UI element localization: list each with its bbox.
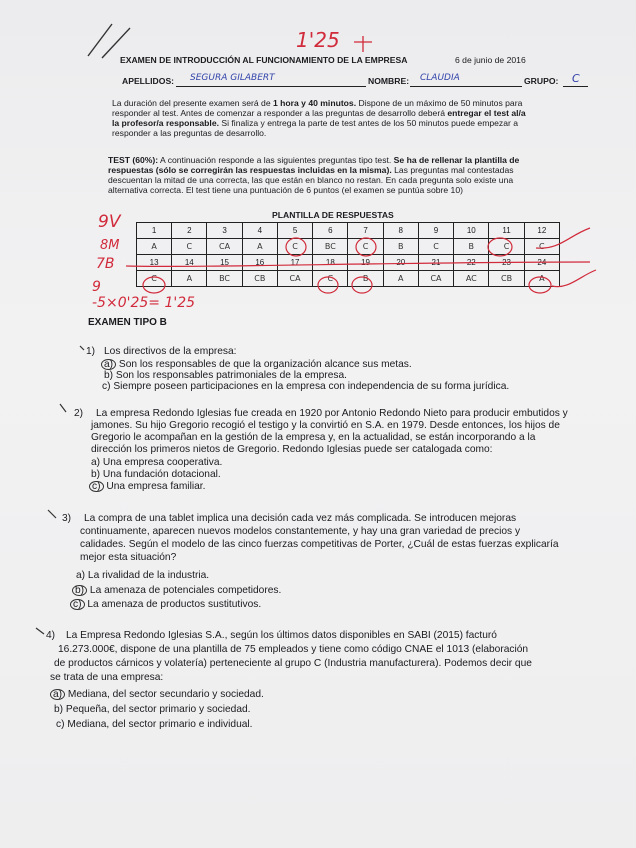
template-number-cell: 12 <box>524 223 559 239</box>
question-4-stem-line-4: se trata de una empresa: <box>50 672 164 683</box>
option-circle: b) <box>72 585 87 596</box>
question-1-option-c: c) Siempre poseen participaciones en la empresa con independencia de su forma jurídica. <box>102 381 510 392</box>
template-answer-cell: CA <box>277 271 312 287</box>
question-1-option-b: b) Son los responsables patrimoniales de la empresa. <box>104 370 347 381</box>
question-3-option-c: c) La amenaza de productos sustitutivos. <box>70 599 261 611</box>
template-number-cell: 3 <box>207 223 242 239</box>
template-number-cell: 2 <box>172 223 207 239</box>
apellidos-value: SEGURA GILABERT <box>190 73 275 83</box>
template-answer-cell: B <box>383 239 418 255</box>
template-answer-cell: CB <box>242 271 277 287</box>
question-3-stem-line-1: La compra de una tablet implica una decisión cada vez más complicada. Se introducen mejoras <box>84 513 517 524</box>
question-1-option-a: a) Son los responsables de que la organización alcance sus metas. <box>101 359 412 371</box>
template-answer-cell: CA <box>207 239 242 255</box>
question-4-option-b: b) Pequeña, del sector primario y sociedad. <box>54 704 251 715</box>
intro-line-2: responder al test. Antes de comenzar a responder a las preguntas de desarrollo deberá entregar el test al/a <box>112 108 526 118</box>
template-number-cell: 10 <box>454 223 489 239</box>
grupo-underline <box>563 86 588 87</box>
template-answer-cell: CA <box>418 271 453 287</box>
template-answer-cell: A <box>242 239 277 255</box>
option-circle: a) <box>101 359 116 370</box>
question-4-stem-line-3: de productos cárnicos y volatería) perteneciente al grupo C (Industria manufacturera). Podemos decir que <box>54 658 532 669</box>
question-3-stem-line-2: continuamente, aparecen nuevos modelos constantemente, y hay una gran variedad de precios y <box>80 526 521 537</box>
template-number-cell: 1 <box>137 223 172 239</box>
apellidos-underline <box>176 86 366 87</box>
template-number-cell: 20 <box>383 255 418 271</box>
template-number-cell: 13 <box>137 255 172 271</box>
question-2-option-c: c) Una empresa familiar. <box>89 481 205 493</box>
nombre-label: NOMBRE: <box>368 76 410 86</box>
template-row-numbers-2 <box>137 255 560 271</box>
template-answer-cell: A <box>137 239 172 255</box>
template-number-cell: 22 <box>454 255 489 271</box>
exam-title: EXAMEN DE INTRODUCCIÓN AL FUNCIONAMIENTO DE LA EMPRESA <box>120 55 408 65</box>
margin-mark-row2: 7B <box>96 256 115 272</box>
margin-mark-total: 9 <box>92 279 101 295</box>
grade-plus-mark <box>352 34 374 54</box>
question-2-stem-line-2: jamones. Su hijo Gregorio recogió el testigo y la convirtió en S.A. en 1979. Desde entonces, los hijos de <box>91 420 560 431</box>
margin-mark-row1-wrong: 8M <box>100 238 120 253</box>
question-3-number: 3) <box>62 513 72 524</box>
template-title: PLANTILLA DE RESPUESTAS <box>272 210 394 220</box>
question-4-number: 4) <box>46 630 56 641</box>
template-answer-cell: C <box>348 239 383 255</box>
answer-template-table <box>136 222 560 287</box>
template-number-cell: 6 <box>313 223 348 239</box>
intro-line-3: la profesor/a responsable. Si finaliza y entrega la parte de test antes de los 50 minutos puede empezar a <box>112 118 519 128</box>
template-answer-cell: C <box>313 271 348 287</box>
template-number-cell: 15 <box>207 255 242 271</box>
question-2-option-a: a) Una empresa cooperativa. <box>91 457 223 468</box>
exam-type-label: EXAMEN TIPO B <box>88 317 167 328</box>
template-number-cell: 9 <box>418 223 453 239</box>
template-number-cell: 4 <box>242 223 277 239</box>
question-2-stem-line-3: Gregorio le acompañan en la gestión de la empresa y, en la actualidad, se están incorporando a la <box>91 432 536 443</box>
template-answer-cell: AC <box>454 271 489 287</box>
margin-mark-score-calc: -5×0'25= 1'25 <box>92 295 196 311</box>
template-answer-cell: C <box>137 271 172 287</box>
question-4-stem-line-2: 16.273.000€, dispone de una plantilla de 75 empleados y tiene como código CNAE el 1013 (elaboración <box>58 644 529 655</box>
template-row-answers-1 <box>137 239 560 255</box>
question-4-option-a: a) Mediana, del sector secundario y sociedad. <box>50 689 264 701</box>
question-2-option-b: b) Una fundación dotacional. <box>91 469 221 480</box>
template-number-cell: 21 <box>418 255 453 271</box>
option-circle: c) <box>70 599 85 610</box>
template-answer-cell: A <box>172 271 207 287</box>
test-info-line-2: respuestas (sólo se corregirán las respuestas incluidas en la misma). Las preguntas mal contestadas <box>108 165 514 175</box>
grupo-value: C <box>572 72 580 85</box>
template-number-cell: 7 <box>348 223 383 239</box>
test-info-line-3: descuentan la mitad de una correcta, las que están en blanco no restan. En cada pregunta solo existe una <box>108 175 514 185</box>
question-4-stem-line-1: La Empresa Redondo Iglesias S.A., según los últimos datos disponibles en SABI (2015) facturó <box>66 630 497 641</box>
template-answer-cell: A <box>383 271 418 287</box>
template-answer-cell: B <box>454 239 489 255</box>
question-4-option-c: c) Mediana, del sector primario e individual. <box>56 719 253 730</box>
template-answer-cell: CB <box>489 271 524 287</box>
question-2-stem-line-4: dirección los primeros nietos de Gregorio. Redondo Iglesias puede ser catalogada como: <box>91 444 493 455</box>
template-answer-cell: C <box>277 239 312 255</box>
template-number-cell: 5 <box>277 223 312 239</box>
grupo-label: GRUPO: <box>524 76 559 86</box>
template-number-cell: 19 <box>348 255 383 271</box>
pen-slash-marks <box>82 20 142 60</box>
question-3-stem-line-3: calidades. Según el modelo de las cinco fuerzas competitivas de Porter, ¿Cuál de estas fuerzas explicaría <box>80 539 559 550</box>
grade-mark: 1'25 <box>296 28 340 52</box>
template-number-cell: 24 <box>524 255 559 271</box>
template-number-cell: 23 <box>489 255 524 271</box>
template-answer-cell: A <box>524 271 559 287</box>
template-answer-cell: C <box>524 239 559 255</box>
template-number-cell: 14 <box>172 255 207 271</box>
intro-line-1: La duración del presente examen será de 1 hora y 40 minutos. Dispone de un máximo de 50 minutos para <box>112 98 523 108</box>
template-number-cell: 18 <box>313 255 348 271</box>
question-1-stem: Los directivos de la empresa: <box>104 346 237 357</box>
template-row-answers-2 <box>137 271 560 287</box>
template-row-numbers-1 <box>137 223 560 239</box>
template-answer-cell: C <box>489 239 524 255</box>
test-info-line-4: alternativa correcta. El test tiene una puntuación de 6 puntos (el examen se puntúa sobre 10) <box>108 185 463 195</box>
exam-date: 6 de junio de 2016 <box>455 55 526 65</box>
intro-line-4: responder a las preguntas de desarrollo. <box>112 128 267 138</box>
option-circle: a) <box>50 689 65 700</box>
nombre-underline <box>410 86 522 87</box>
question-3-option-a: a) La rivalidad de la industria. <box>76 570 210 581</box>
question-3-stem-line-4: mejor esta situación? <box>80 552 177 563</box>
template-answer-cell: C <box>172 239 207 255</box>
margin-mark-row1-correct: 9V <box>98 212 121 232</box>
template-answer-cell: C <box>418 239 453 255</box>
nombre-value: CLAUDIA <box>420 73 460 83</box>
template-number-cell: 11 <box>489 223 524 239</box>
apellidos-label: APELLIDOS: <box>122 76 175 86</box>
test-info-line-1: TEST (60%): A continuación responde a las siguientes preguntas tipo test. Se ha de rellenar la plantilla de <box>108 155 520 165</box>
question-2-stem-line-1: La empresa Redondo Iglesias fue creada en 1920 por Antonio Redondo Nieto para producir embutidos y <box>96 408 568 419</box>
question-2-number: 2) <box>74 408 84 419</box>
template-answer-cell: BC <box>207 271 242 287</box>
question-1-number: 1) <box>86 346 96 357</box>
template-answer-cell: BC <box>313 239 348 255</box>
template-number-cell: 16 <box>242 255 277 271</box>
template-number-cell: 17 <box>277 255 312 271</box>
template-answer-cell: B <box>348 271 383 287</box>
option-circle: c) <box>89 481 104 492</box>
question-3-option-b: b) La amenaza de potenciales competidores. <box>72 585 281 597</box>
template-number-cell: 8 <box>383 223 418 239</box>
